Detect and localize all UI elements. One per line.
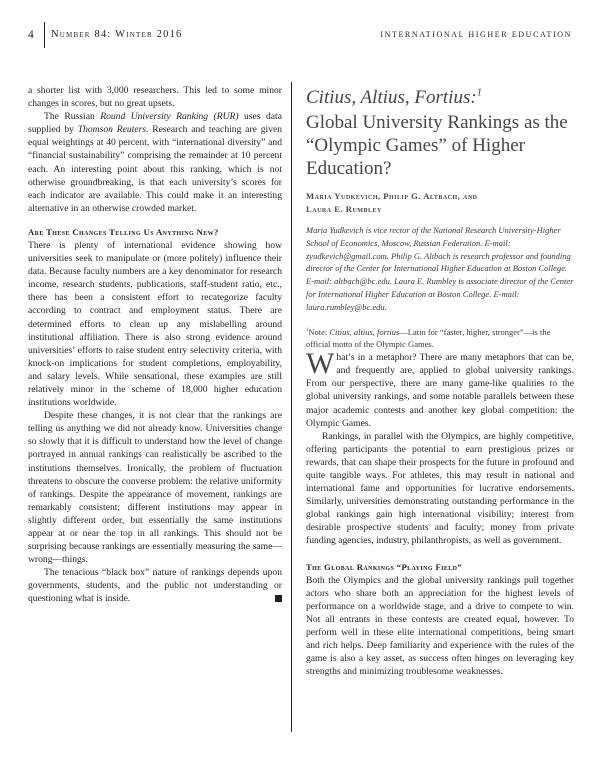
section-heading: Are These Changes Telling Us Anything New?: [28, 226, 219, 237]
issue-label: Number 84: Winter 2016: [44, 22, 183, 48]
section-heading: The Global Rankings “Playing Field”: [306, 561, 463, 572]
paragraph: Despite these changes, it is not clear that the rankings are telling us anything we did not already know. Universities change so slowly that it is difficult to understand how the level of change portrayed in annual rankings can realistically be ascribed to the institutions themselves. Ironically, the problem of fluctuation threatens to obscure the converse problem: the relative uniformity of rankings. Despite the appearance of movement, rankings are remarkably consistent; different institutions may appear in slightly different order, but essentially the same institutions appear at or near the top in all rankings. This should not be surprising because rankings are essentially measuring the same—wrong—things.: [28, 410, 282, 566]
right-column: [306, 86, 574, 678]
drop-cap: W: [306, 347, 335, 381]
publication-name: INTERNATIONAL HIGHER EDUCATION: [380, 30, 572, 39]
title-main: Global University Rankings as the “Olympic Games” of Higher Education?: [306, 112, 568, 179]
title-motto: Citius, Altius, Fortius:$^1$: [306, 87, 482, 108]
end-of-article-mark: [275, 595, 282, 602]
paragraph: The tenacious “black box” nature of rankings depends upon governments, students, and the public not understanding or questioning what is inside.: [28, 567, 282, 605]
article-title: [306, 86, 574, 180]
paragraph: Rankings, in parallel with the Olympics, are highly competitive, offering participants the potential to earn prestigious prizes or rewards, that can shape their prospects for the future in profound and quite tangible ways. For athletes, this may result in national and international fame and opportunities for lucrative endorsements. Similarly, universities demonstrating outstanding performance in the global rankings gain high international visibility; interest from desirable prospective students and faculty; money from private funding agencies, industry, philanthropists, as well as government.: [306, 430, 574, 547]
column-divider: [291, 82, 292, 732]
paragraph: What’s in a metaphor? There are many metaphors that can be, and frequently are, applied to global university rankings. From our perspective, there are many game-like qualities to the global university rankings, and some notable parallels between these major academic contests and another key global competition: the Olympic Games.: [306, 347, 574, 429]
author-bio: Maria Yudkevich is vice rector of the National Research University-Higher School of Economics, Moscow, Russian Federation. E-mail: zyudkevich@gmail.com. Philip G. Altbach is research professor and founding director of the Center for International Higher Education at Boston College. E-mail: altbach@bc.edu. Laura E. Rumbley is associate director of the Center for International Higher Education at Boston College. E-mail: laura.rumbley@bc.edu.: [306, 225, 574, 312]
paragraph: a shorter list with 3,000 researchers. This led to some minor changes in scores, but no great upsets.: [28, 85, 282, 110]
left-column: [28, 84, 282, 606]
author-byline: Maria Yudkevich, Philip G. Altbach, and Laura E. Rumbley: [306, 191, 478, 214]
footnote: $^1$Note: Citius, altius, fortius—Latin for “faster, higher, stronger”—is the official motto of the Olympic Games.: [306, 326, 551, 350]
page-number: 4: [28, 29, 34, 41]
paragraph: Both the Olympics and the global university rankings pull together actors who share both an appreciation for the highest levels of performance on a worldwide stage, and a drive to compete to win. Not all entrants in these contests are created equal, however. To perform well in these elite international competitions, being smart and rich helps. Deep familiarity and experience with the rules of the game is also a key asset, as success often hinges on leveraging key strengths and minimizing troublesome weaknesses.: [306, 574, 574, 678]
paragraph: The Russian Round University Ranking (RUR) uses data supplied by Thomson Reuters. Research and teaching are given equal weightings at 40 percent, with “international diversity” and “financial sustainability” comprising the remainder at 10 percent each. An interesting point about this ranking, which is not otherwise groundbreaking, is that each university’s scores for each indicator are available. This could make it an interesting alternative in an otherwise crowded market.: [28, 111, 283, 214]
paragraph: There is plenty of international evidence showing how universities seek to manipulate or (more politely) influence their data. Because faculty numbers are a key denominator for research income, research students, publications, staff-student ratio, etc., there has been a consistent effort to recategorize faculty according to contract and employment status. There are determined efforts to clean up any mislabelling around institutional affiliation. There is also strong evidence around universities’ efforts to raise student entry selectivity criteria, with knock-on implications for student completions, employability, and salary levels. While sensational, these examples are still relatively minor in the scheme of 18,000 higher education institutions worldwide.: [28, 239, 282, 409]
